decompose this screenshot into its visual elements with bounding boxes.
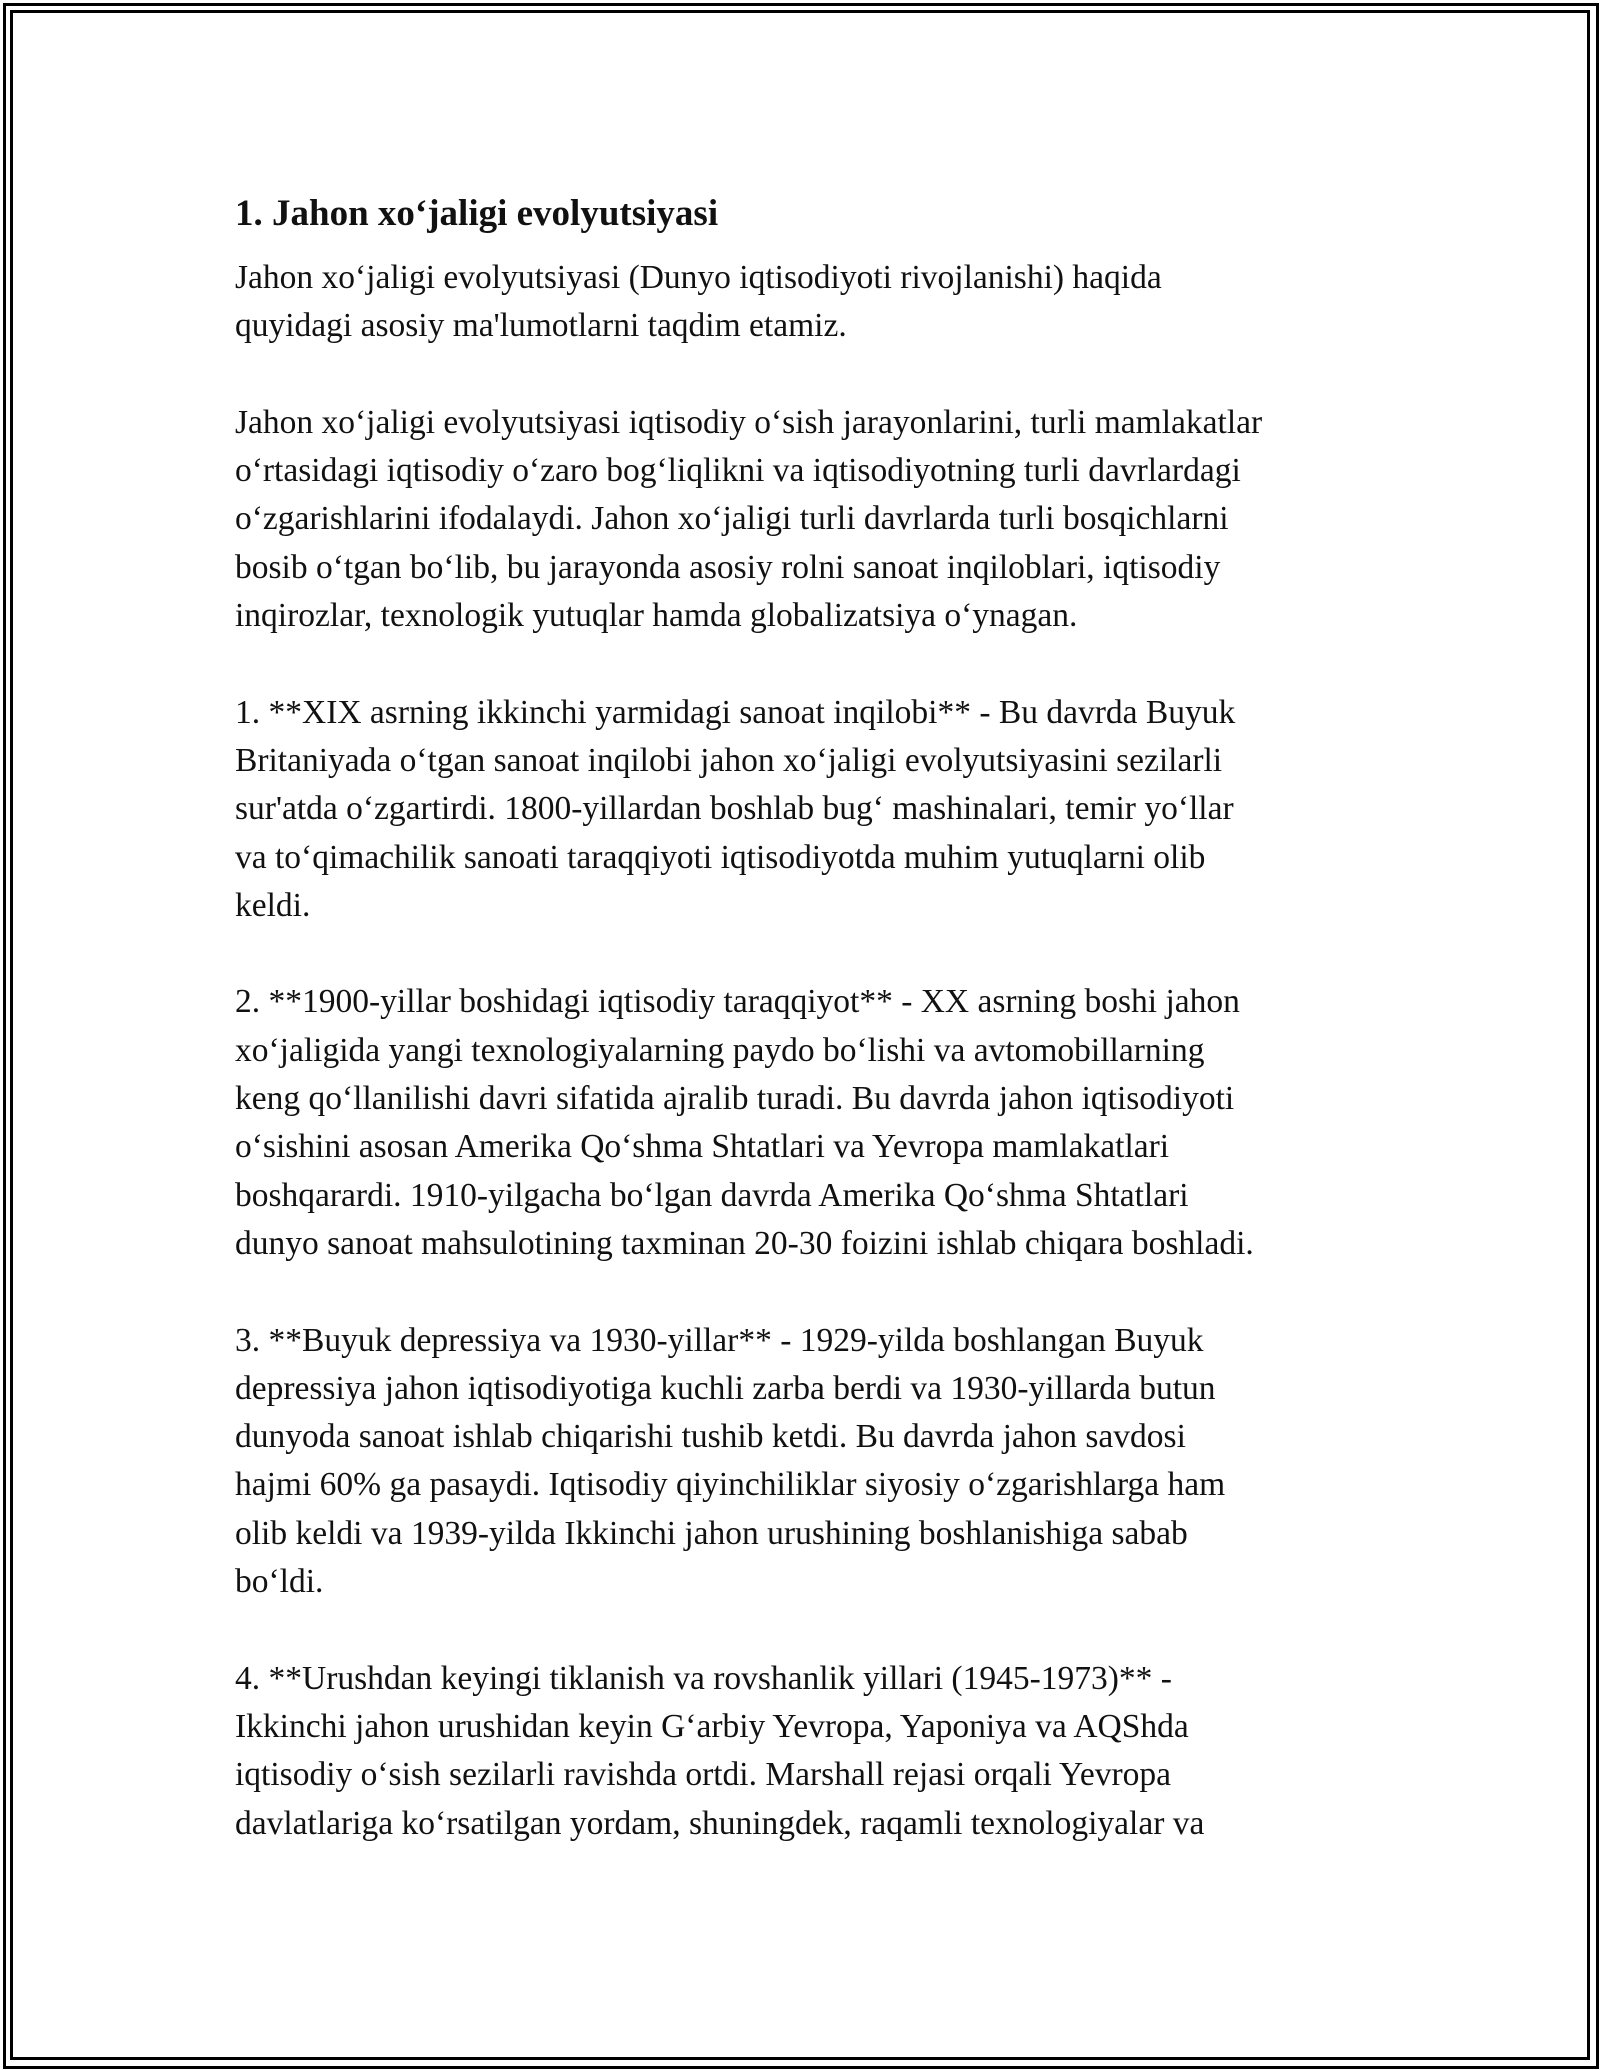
text-line: depressiya jahon iqtisodiyotiga kuchli zarba berdi va 1930-yillarda butun <box>235 1369 1216 1407</box>
text-line: Jahon xoʻjaligi evolyutsiyasi iqtisodiy oʻsish jarayonlarini, turli mamlakatlar <box>235 403 1263 441</box>
text-line: sur'atda oʻzgartirdi. 1800-yillardan boshlab bugʻ mashinalari, temir yoʻllar <box>235 790 1234 828</box>
intro-paragraph <box>235 254 1365 351</box>
text-line: keng qoʻllanilishi davri sifatida ajralib turadi. Bu davrda jahon iqtisodiyoti <box>235 1080 1235 1118</box>
list-item-1 <box>235 689 1365 930</box>
text-line: 4. **Urushdan keyingi tiklanish va rovshanlik yillari (1945-1973)** - <box>235 1659 1172 1697</box>
text-line: oʻrtasidagi iqtisodiy oʻzaro bogʻliqlikni va iqtisodiyotning turli davrlardagi <box>235 452 1241 490</box>
text-line: boʻldi. <box>235 1563 324 1601</box>
text-line: Jahon xoʻjaligi evolyutsiyasi (Dunyo iqtisodiyoti rivojlanishi) haqida <box>235 259 1162 296</box>
text-line: 1. **XIX asrning ikkinchi yarmidagi sanoat inqilobi** - Bu davrda Buyuk <box>235 693 1236 731</box>
text-line: olib keldi va 1939-yilda Ikkinchi jahon urushining boshlanishiga sabab <box>235 1514 1188 1552</box>
text-line: oʻzgarishlarini ifodalaydi. Jahon xoʻjaligi turli davrlarda turli bosqichlarni <box>235 500 1229 538</box>
text-line: 3. **Buyuk depressiya va 1930-yillar** - 1929-yilda boshlangan Buyuk <box>235 1321 1204 1359</box>
text-line: inqirozlar, texnologik yutuqlar hamda globalizatsiya oʻynagan. <box>235 597 1078 635</box>
text-line: dunyoda sanoat ishlab chiqarishi tushib ketdi. Bu davrda jahon savdosi <box>235 1418 1186 1456</box>
text-line: boshqarardi. 1910-yilgacha boʻlgan davrda Amerika Qoʻshma Shtatlari <box>235 1176 1189 1214</box>
text-line: oʻsishini asosan Amerika Qoʻshma Shtatlari va Yevropa mamlakatlari <box>235 1128 1170 1166</box>
text-line: 2. **1900-yillar boshidagi iqtisodiy taraqqiyot** - XX asrning boshi jahon <box>235 983 1240 1021</box>
text-line: xoʻjaligida yangi texnologiyalarning paydo boʻlishi va avtomobillarning <box>235 1031 1205 1069</box>
overview-paragraph <box>235 399 1365 640</box>
text-line: bosib oʻtgan boʻlib, bu jarayonda asosiy rolni sanoat inqiloblari, iqtisodiy <box>235 548 1221 586</box>
list-item-3 <box>235 1317 1365 1607</box>
document-title: 1. Jahon xoʻjaligi evolyutsiyasi <box>235 193 719 234</box>
list-item-2 <box>235 978 1365 1268</box>
text-line: Ikkinchi jahon urushidan keyin Gʻarbiy Yevropa, Yaponiya va AQShda <box>235 1707 1189 1745</box>
text-line: dunyo sanoat mahsulotining taxminan 20-30 foizini ishlab chiqara boshladi. <box>235 1224 1254 1262</box>
text-line: quyidagi asosiy ma'lumotlarni taqdim etamiz. <box>235 307 847 345</box>
text-line: keldi. <box>235 886 311 924</box>
text-line: Britaniyada oʻtgan sanoat inqilobi jahon xoʻjaligi evolyutsiyasini sezilarli <box>235 741 1223 779</box>
text-line: davlatlariga koʻrsatilgan yordam, shuningdek, raqamli texnologiyalar va <box>235 1804 1205 1842</box>
document-body <box>235 190 1365 1896</box>
list-item-4 <box>235 1655 1365 1848</box>
text-line: va toʻqimachilik sanoati taraqqiyoti iqtisodiyotda muhim yutuqlarni olib <box>235 838 1206 876</box>
text-line: iqtisodiy oʻsish sezilarli ravishda ortdi. Marshall rejasi orqali Yevropa <box>235 1756 1171 1794</box>
text-line: hajmi 60% ga pasaydi. Iqtisodiy qiyinchiliklar siyosiy oʻzgarishlarga ham <box>235 1466 1226 1504</box>
